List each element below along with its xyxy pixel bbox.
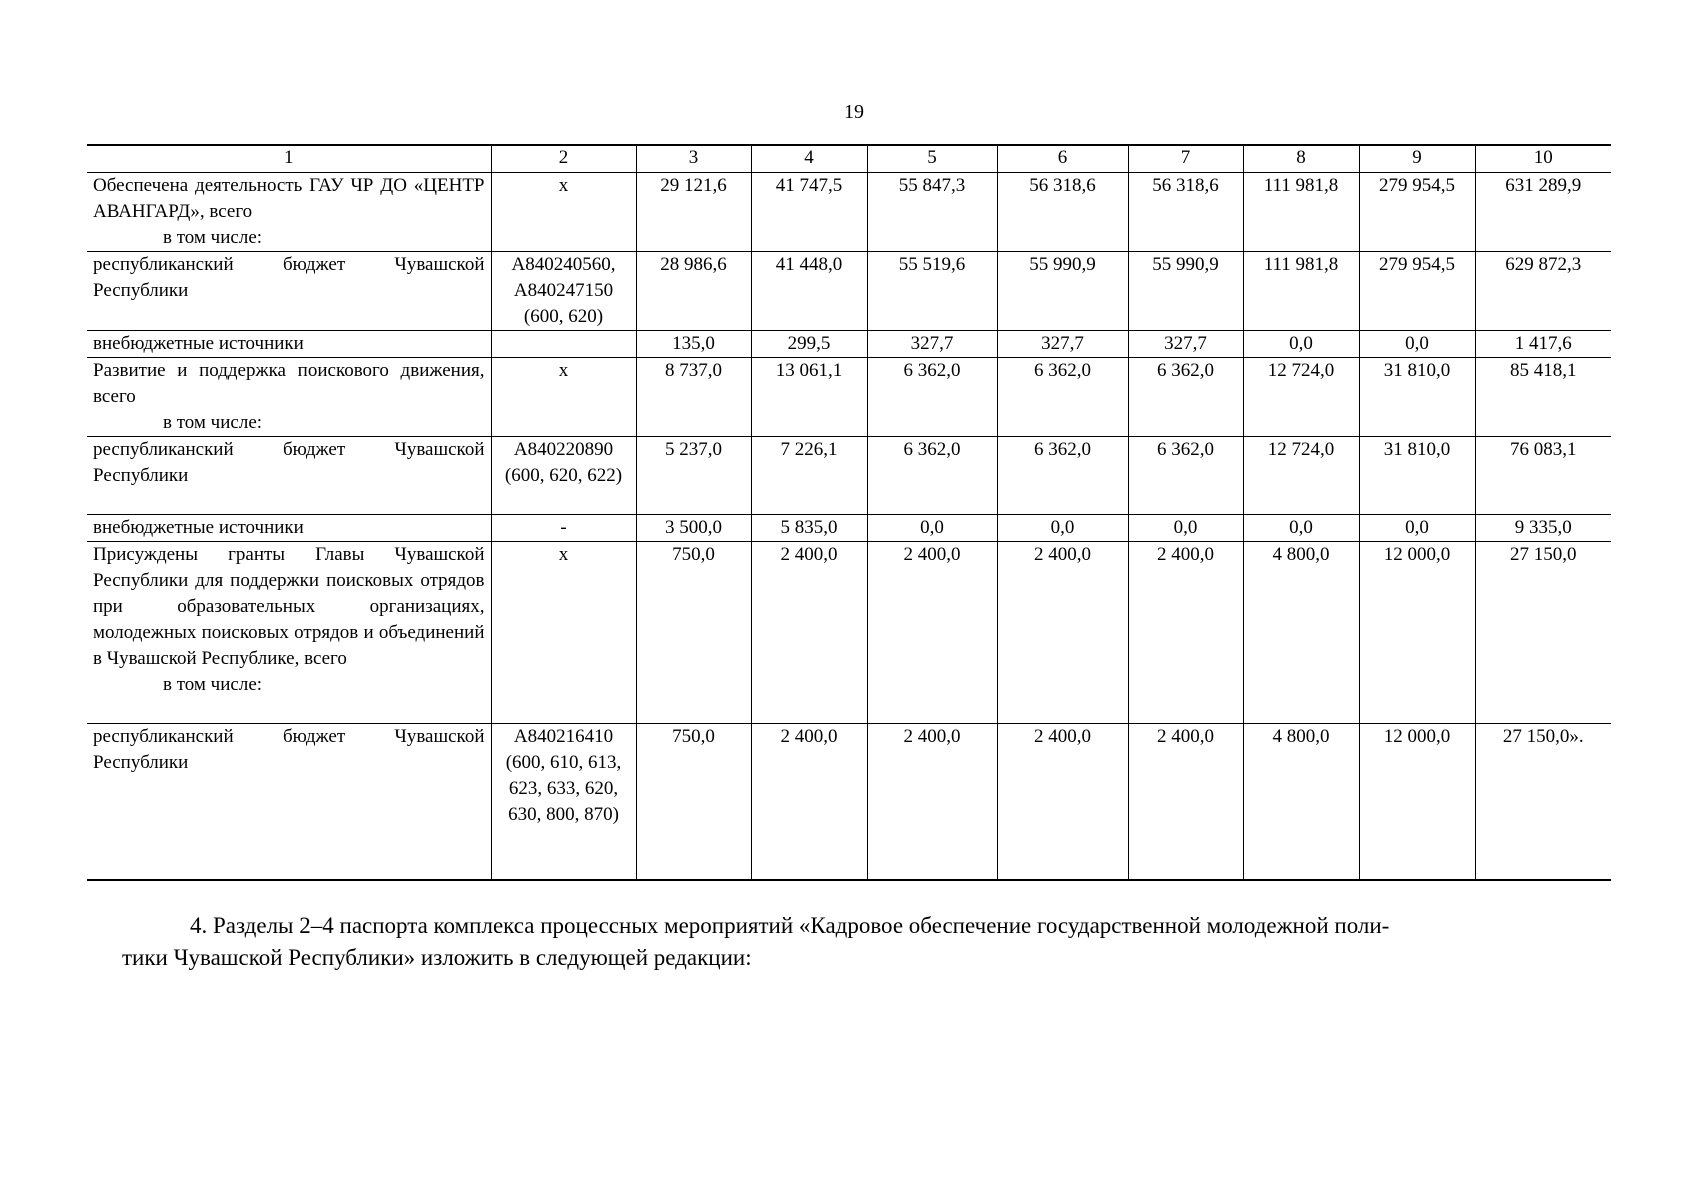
table-row: [87, 252, 1611, 331]
row-value: 56 318,6: [1128, 173, 1243, 252]
header-cell: 5: [867, 145, 997, 173]
row-value: 631 289,9: [1475, 173, 1611, 252]
row-value: 2 400,0: [867, 724, 997, 880]
row-value: 299,5: [751, 331, 867, 358]
row-name: республиканский бюджет Чувашской Республики: [93, 254, 485, 301]
row-value: 6 362,0: [1128, 437, 1243, 515]
row-value: 0,0: [1359, 515, 1475, 542]
row-name-cell: [87, 542, 491, 724]
row-value: 6 362,0: [867, 358, 997, 437]
row-value: 28 986,6: [636, 252, 751, 331]
row-value: 0,0: [1359, 331, 1475, 358]
row-code: [491, 331, 636, 358]
row-value: 55 990,9: [997, 252, 1128, 331]
row-value: 2 400,0: [751, 542, 867, 724]
row-name-cell: [87, 331, 491, 358]
row-name-cell: [87, 515, 491, 542]
row-value: 8 737,0: [636, 358, 751, 437]
row-subtitle: в том числе:: [163, 412, 263, 433]
row-value: 85 418,1: [1475, 358, 1611, 437]
row-code: -: [491, 515, 636, 542]
row-name: Присуждены гранты Главы Чувашской Республики для поддержки поисковых отрядов при образовательных организациях, молодежных поисковых отрядов и объединений в Чувашской Республике, всего: [93, 544, 485, 669]
row-value: 327,7: [997, 331, 1128, 358]
row-value: 0,0: [1243, 331, 1359, 358]
table-row: [87, 542, 1611, 724]
page-number: 19: [844, 101, 864, 123]
row-name-cell: [87, 724, 491, 880]
row-value: 27 150,0».: [1475, 724, 1611, 880]
row-name-cell: [87, 173, 491, 252]
row-value: 327,7: [1128, 331, 1243, 358]
row-value: 0,0: [867, 515, 997, 542]
row-value: 0,0: [1128, 515, 1243, 542]
row-value: 5 237,0: [636, 437, 751, 515]
row-value: 111 981,8: [1243, 252, 1359, 331]
row-name: республиканский бюджет Чувашской Республики: [93, 439, 485, 486]
row-value: 41 747,5: [751, 173, 867, 252]
row-value: 750,0: [636, 724, 751, 880]
body-paragraph-line-2: тики Чувашской Республики» изложить в следующей редакции:: [122, 945, 752, 970]
header-cell: 1: [87, 145, 491, 173]
row-value: 55 990,9: [1128, 252, 1243, 331]
header-cell: 9: [1359, 145, 1475, 173]
row-value: 76 083,1: [1475, 437, 1611, 515]
row-code: А840240560, А840247150 (600, 620): [491, 252, 636, 331]
header-cell: 4: [751, 145, 867, 173]
row-name-cell: [87, 358, 491, 437]
row-subtitle: в том числе:: [163, 227, 263, 248]
row-value: 4 800,0: [1243, 724, 1359, 880]
row-value: 629 872,3: [1475, 252, 1611, 331]
table-row: [87, 358, 1611, 437]
row-name: Развитие и поддержка поискового движения, всего: [93, 360, 485, 407]
row-value: 2 400,0: [1128, 724, 1243, 880]
table-row: [87, 724, 1611, 880]
row-value: 27 150,0: [1475, 542, 1611, 724]
row-value: 29 121,6: [636, 173, 751, 252]
table-row: [87, 437, 1611, 515]
row-value: 1 417,6: [1475, 331, 1611, 358]
row-value: 12 724,0: [1243, 437, 1359, 515]
row-value: 41 448,0: [751, 252, 867, 331]
row-code: А840220890 (600, 620, 622): [491, 437, 636, 515]
row-code: x: [491, 173, 636, 252]
header-cell: 7: [1128, 145, 1243, 173]
row-code: А840216410 (600, 610, 613, 623, 633, 620, 630, 800, 870): [491, 724, 636, 880]
row-value: 4 800,0: [1243, 542, 1359, 724]
row-name-cell: [87, 252, 491, 331]
row-value: 279 954,5: [1359, 173, 1475, 252]
header-cell: 8: [1243, 145, 1359, 173]
row-value: 9 335,0: [1475, 515, 1611, 542]
row-value: 2 400,0: [997, 724, 1128, 880]
row-value: 2 400,0: [867, 542, 997, 724]
header-cell: 10: [1475, 145, 1611, 173]
row-value: 31 810,0: [1359, 437, 1475, 515]
row-value: 6 362,0: [997, 358, 1128, 437]
row-name-cell: [87, 437, 491, 515]
row-name: внебюджетные источники: [93, 333, 304, 354]
row-name: республиканский бюджет Чувашской Республики: [93, 726, 485, 773]
row-value: 2 400,0: [751, 724, 867, 880]
row-value: 327,7: [867, 331, 997, 358]
row-value: 6 362,0: [1128, 358, 1243, 437]
row-value: 6 362,0: [997, 437, 1128, 515]
row-value: 0,0: [997, 515, 1128, 542]
row-value: 0,0: [1243, 515, 1359, 542]
row-name: Обеспечена деятельность ГАУ ЧР ДО «ЦЕНТР АВАНГАРД», всего: [93, 175, 485, 222]
row-value: 12 724,0: [1243, 358, 1359, 437]
row-value: 3 500,0: [636, 515, 751, 542]
row-value: 6 362,0: [867, 437, 997, 515]
row-name: внебюджетные источники: [93, 517, 304, 538]
row-value: 12 000,0: [1359, 724, 1475, 880]
row-value: 55 847,3: [867, 173, 997, 252]
header-cell: 2: [491, 145, 636, 173]
table-row: [87, 173, 1611, 252]
row-value: 2 400,0: [997, 542, 1128, 724]
row-value: 13 061,1: [751, 358, 867, 437]
table-header-row: [87, 145, 1611, 173]
row-value: 135,0: [636, 331, 751, 358]
body-paragraph-line-1: 4. Разделы 2–4 паспорта комплекса процессных мероприятий «Кадровое обеспечение государственной молодежной поли-: [190, 913, 1390, 938]
row-code: x: [491, 358, 636, 437]
row-value: 2 400,0: [1128, 542, 1243, 724]
row-value: 111 981,8: [1243, 173, 1359, 252]
row-value: 7 226,1: [751, 437, 867, 515]
table-row: [87, 515, 1611, 542]
budget-table: [87, 144, 1611, 881]
row-value: 5 835,0: [751, 515, 867, 542]
row-value: 31 810,0: [1359, 358, 1475, 437]
row-value: 12 000,0: [1359, 542, 1475, 724]
table-row: [87, 331, 1611, 358]
row-subtitle: в том числе:: [163, 674, 263, 695]
row-value: 55 519,6: [867, 252, 997, 331]
header-cell: 3: [636, 145, 751, 173]
header-cell: 6: [997, 145, 1128, 173]
row-value: 750,0: [636, 542, 751, 724]
row-value: 279 954,5: [1359, 252, 1475, 331]
row-value: 56 318,6: [997, 173, 1128, 252]
row-code: x: [491, 542, 636, 724]
